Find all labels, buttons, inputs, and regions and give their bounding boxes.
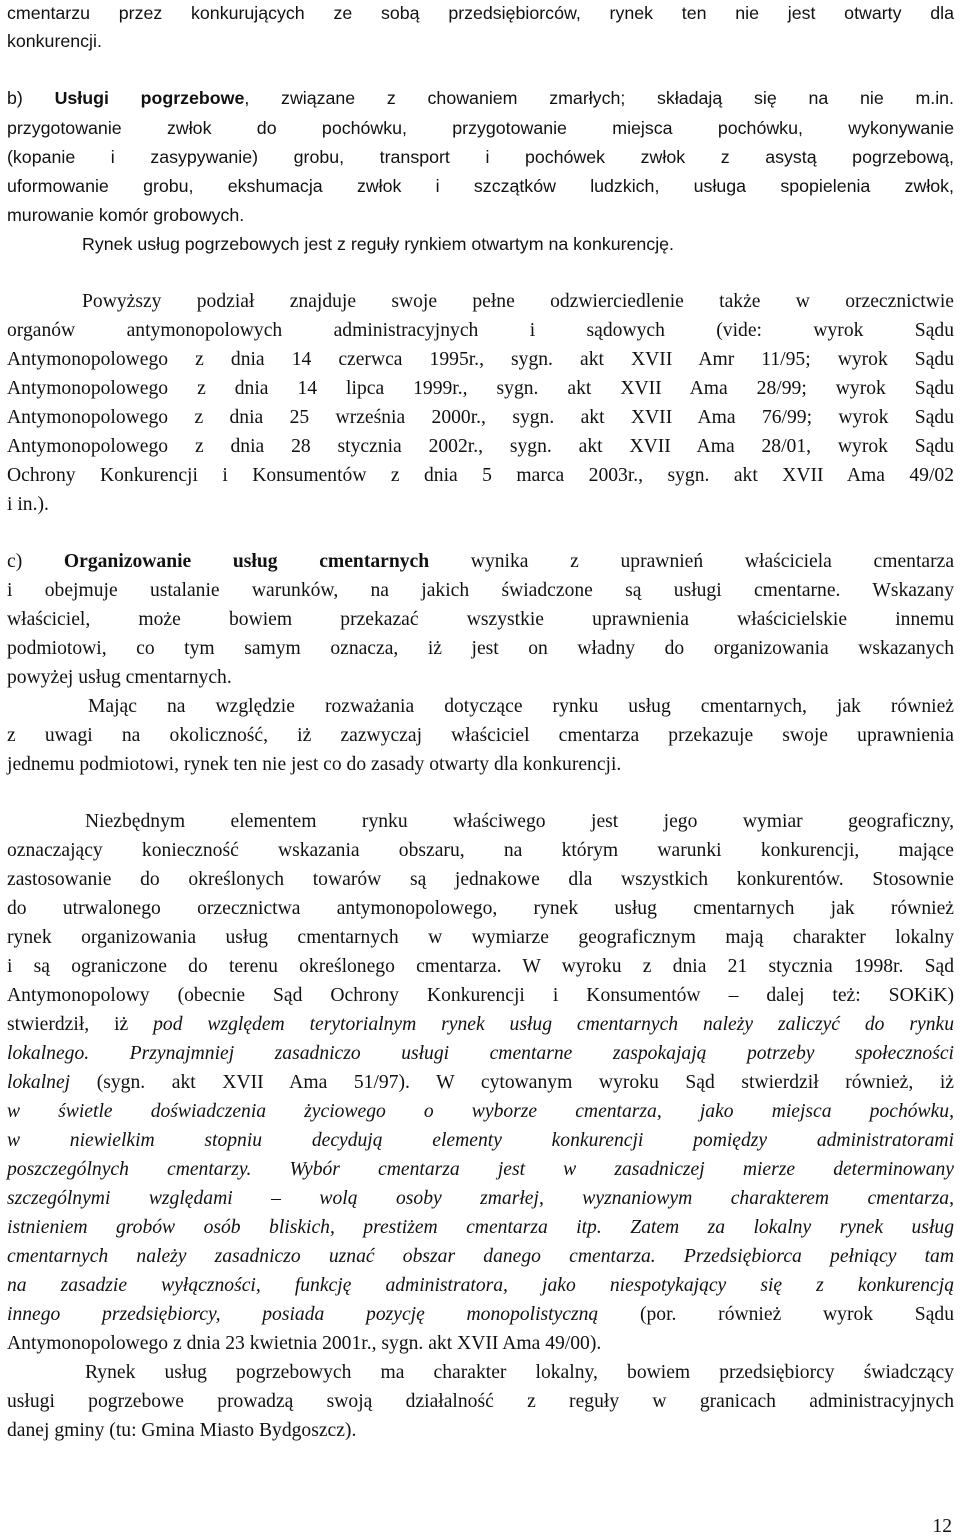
- text-span: do utrwalonego orzecznictwa antymonopolowego, rynek usług cmentarnych jak również: [7, 898, 954, 919]
- text-span: cmentarzu przez konkurujących ze sobą przedsiębiorców, rynek ten nie jest otwarty dla: [7, 3, 954, 23]
- quote-span: pod względem terytorialnym rynek usług cmentarnych należy zaliczyć do rynku: [153, 1014, 954, 1035]
- text-span: i in.).: [7, 494, 49, 515]
- text-line: [7, 1419, 954, 1443]
- text-span: Antymonopolowego z dnia 14 czerwca 1995r., sygn. akt XVII Amr 11/95; wyrok Sądu: [7, 349, 954, 370]
- text-line: [7, 926, 954, 950]
- text-line: [7, 984, 954, 1008]
- text-line: [7, 203, 954, 227]
- text-line: [7, 839, 954, 863]
- section-c-heading-line: [7, 550, 954, 574]
- section-b-heading-line: [7, 86, 954, 110]
- text-line: [7, 1303, 954, 1327]
- text-span: Powyższy podział znajduje swoje pełne odzwierciedlenie także w orzecznictwie: [82, 291, 954, 312]
- text-line: [85, 1361, 954, 1385]
- text-line: [7, 637, 954, 661]
- text-line: [7, 1216, 954, 1240]
- text-line: [7, 377, 954, 401]
- text-span: Antymonopolowego z dnia 25 września 2000r., sygn. akt XVII Ama 76/99; wyrok Sądu: [7, 407, 954, 428]
- text-span: Antymonopolowego z dnia 23 kwietnia 2001r., sygn. akt XVII Ama 49/00).: [7, 1333, 602, 1354]
- quote-span: lokalnej: [7, 1072, 71, 1093]
- text-line: [7, 753, 954, 777]
- text-span: , związane z chowaniem zmarłych; składają się na nie m.in.: [244, 88, 954, 108]
- text-span: (por. również wyrok Sądu: [598, 1304, 954, 1325]
- text-span: Niezbędnym elementem rynku właściwego jest jego wymiar geograficzny,: [85, 811, 954, 832]
- text-span: Rynek usług pogrzebowych ma charakter lokalny, bowiem przedsiębiorcy świadczący: [85, 1362, 954, 1383]
- quote-span: w świetle doświadczenia życiowego o wyborze cmentarza, jako miejsca pochówku,: [7, 1101, 954, 1122]
- text-line: [7, 464, 954, 488]
- text-span: usługi pogrzebowe prowadzą swoją działalność z reguły w granicach administracyjnych: [7, 1391, 954, 1412]
- text-line: [7, 1, 954, 25]
- text-span: i są ograniczone do terenu określonego cmentarza. W wyroku z dnia 21 stycznia 1998r. Sąd: [7, 956, 954, 977]
- text-line: [7, 29, 954, 53]
- text-line: [7, 579, 954, 603]
- text-span: podmiotowi, co tym samym oznacza, iż jest on władny do organizowania wskazanych: [7, 638, 954, 659]
- text-span: Antymonopolowy (obecnie Sąd Ochrony Konkurencji i Konsumentów – dalej też: SOKiK): [7, 985, 954, 1006]
- text-line: [7, 116, 954, 140]
- text-line: [7, 868, 954, 892]
- text-line: [7, 1042, 954, 1066]
- text-span: wynika z uprawnień właściciela cmentarza: [429, 551, 955, 572]
- text-line: [7, 1013, 954, 1037]
- section-b-term: Usługi pogrzebowe: [54, 88, 245, 108]
- text-span: organów antymonopolowych administracyjnych i sądowych (vide: wyrok Sądu: [7, 320, 954, 341]
- quote-span: szczególnymi względami – wolą osoby zmarłej, wyznaniowym charakterem cmentarza,: [7, 1188, 954, 1209]
- text-line: [7, 1187, 954, 1211]
- text-line: [7, 1390, 954, 1414]
- text-line: [7, 435, 954, 459]
- quote-span: poszczególnych cmentarzy. Wybór cmentarza jest w zasadniczej mierze determinowany: [7, 1159, 954, 1180]
- text-span: z uwagi na okoliczność, iż zazwyczaj właściciel cmentarza przekazuje swoje uprawnienia: [7, 725, 954, 746]
- text-line: [7, 406, 954, 430]
- text-span: konkurencji.: [7, 31, 102, 51]
- text-span: Mając na względzie rozważania dotyczące rynku usług cmentarnych, jak również: [88, 696, 954, 717]
- text-line: [7, 319, 954, 343]
- text-span: Rynek usług pogrzebowych jest z reguły rynkiem otwartym na konkurencję.: [82, 234, 674, 254]
- text-line: [7, 1129, 954, 1153]
- text-line: [7, 1274, 954, 1298]
- quote-span: na zasadzie wyłączności, funkcję administratora, jako niespotykający się z konkurencją: [7, 1275, 954, 1296]
- text-span: (sygn. akt XVII Ama 51/97). W cytowanym wyroku Sąd stwierdził również, iż: [70, 1072, 954, 1093]
- text-line: [7, 955, 954, 979]
- quote-span: istnieniem grobów osób bliskich, prestiżem cmentarza itp. Zatem za lokalny rynek usług: [7, 1217, 954, 1238]
- text-span: rynek organizowania usług cmentarnych w wymiarze geograficznym mają charakter lokalny: [7, 927, 954, 948]
- text-line: [7, 1158, 954, 1182]
- text-span: Ochrony Konkurencji i Konsumentów z dnia 5 marca 2003r., sygn. akt XVII Ama 49/02: [7, 465, 954, 486]
- text-line: [7, 1332, 954, 1356]
- text-span: murowanie komór grobowych.: [7, 205, 245, 225]
- text-line: [7, 348, 954, 372]
- text-span: oznaczający konieczność wskazania obszaru, na którym warunki konkurencji, mające: [7, 840, 954, 861]
- text-line: [7, 724, 954, 748]
- text-span: uformowanie grobu, ekshumacja zwłok i szczątków ludzkich, usługa spopielenia zwłok,: [7, 176, 954, 196]
- text-span: stwierdził, iż: [7, 1014, 154, 1035]
- text-span: powyżej usług cmentarnych.: [7, 667, 232, 688]
- quote-span: lokalnego. Przynajmniej zasadniczo usługi cmentarne zaspokajają potrzeby społeczności: [7, 1043, 954, 1064]
- list-marker: b): [7, 88, 55, 108]
- text-span: przygotowanie zwłok do pochówku, przygotowanie miejsca pochówku, wykonywanie: [7, 118, 954, 138]
- text-line: [7, 1071, 954, 1095]
- quote-span: cmentarnych należy zasadniczo uznać obszar danego cmentarza. Przedsiębiorca pełniący tam: [7, 1246, 954, 1267]
- text-line: [7, 1100, 954, 1124]
- text-span: Antymonopolowego z dnia 14 lipca 1999r., sygn. akt XVII Ama 28/99; wyrok Sądu: [7, 378, 954, 399]
- text-span: (kopanie i zasypywanie) grobu, transport i pochówek zwłok z asystą pogrzebową,: [7, 147, 954, 167]
- text-line: [85, 810, 954, 834]
- text-line: [7, 1245, 954, 1269]
- quote-span: innego przedsiębiorcy, posiada pozycję monopolistyczną: [7, 1304, 599, 1325]
- text-span: właściciel, może bowiem przekazać wszystkie uprawnienia właścicielskie innemu: [7, 609, 954, 630]
- text-line: [82, 232, 954, 256]
- section-c-term: Organizowanie usług cmentarnych: [63, 551, 430, 572]
- text-line: [7, 608, 954, 632]
- text-span: danej gminy (tu: Gmina Miasto Bydgoszcz).: [7, 1420, 357, 1441]
- text-span: jednemu podmiotowi, rynek ten nie jest co do zasady otwarty dla konkurencji.: [7, 754, 622, 775]
- list-marker: c): [7, 551, 64, 572]
- text-line: [7, 666, 954, 690]
- text-line: [88, 695, 954, 719]
- text-line: [7, 897, 954, 921]
- text-line: [7, 493, 954, 517]
- text-span: Antymonopolowego z dnia 28 stycznia 2002r., sygn. akt XVII Ama 28/01, wyrok Sądu: [7, 436, 954, 457]
- text-line: [7, 174, 954, 198]
- text-span: zastosowanie do określonych towarów są jednakowe dla wszystkich konkurentów. Stosownie: [7, 869, 954, 890]
- text-line: [7, 145, 954, 169]
- page-number: 12: [932, 1516, 952, 1537]
- quote-span: w niewielkim stopniu decydują elementy konkurencji pomiędzy administratorami: [7, 1130, 954, 1151]
- text-line: [82, 290, 954, 314]
- text-span: i obejmuje ustalanie warunków, na jakich świadczone są usługi cmentarne. Wskazany: [7, 580, 954, 601]
